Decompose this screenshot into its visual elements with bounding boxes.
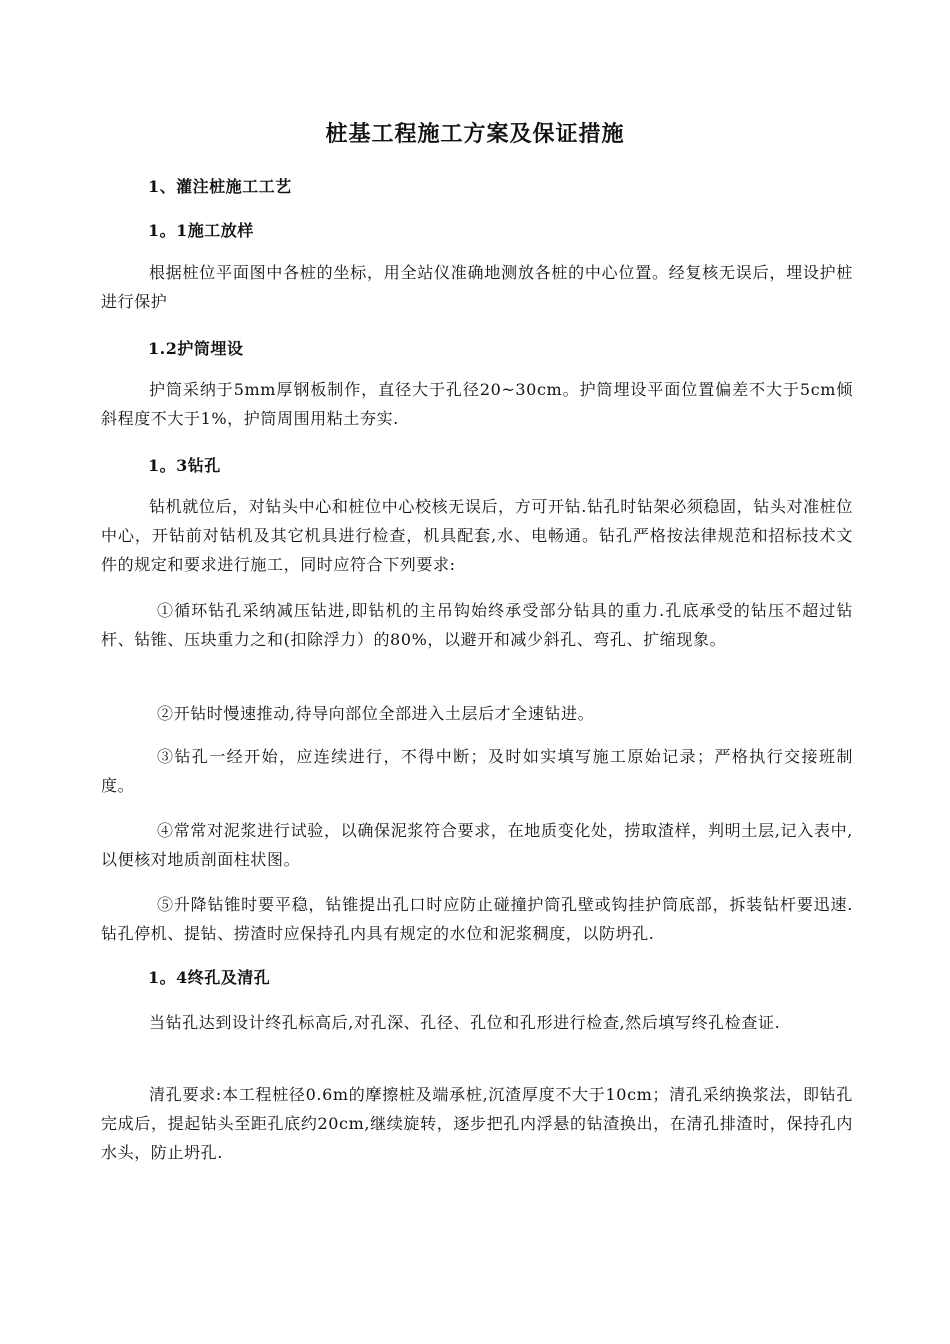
section-heading-1: 1、灌注桩施工工艺 <box>148 177 292 196</box>
paragraph-drilling-item-5: ⑤升降钻锥时要平稳，钻锥提出孔口时应防止碰撞护筒孔壁或钩挂护筒底部，拆装钻杆要迅速.钻孔停机、提钻、捞渣时应保持孔内具有规定的水位和泥浆稠度，以防坍孔. <box>101 895 853 943</box>
paragraph-drilling-item-4: ④常常对泥浆进行试验，以确保泥浆符合要求，在地质变化处，捞取渣样，判明土层,记入表中,以便核对地质剖面柱状图。 <box>101 821 853 869</box>
paragraph-drilling-item-2: ②开钻时慢速推动,待导向部位全部进入土层后才全速钻进。 <box>157 704 595 723</box>
paragraph-final-hole: 当钻孔达到设计终孔标高后,对孔深、孔径、孔位和孔形进行检查,然后填写终孔检查证. <box>149 1013 781 1032</box>
paragraph-layout: 根据桩位平面图中各桩的坐标，用全站仪准确地测放各桩的中心位置。经复核无误后，埋设护桩进行保护 <box>101 263 853 311</box>
paragraph-drilling-item-3: ③钻孔一经开始，应连续进行，不得中断；及时如实填写施工原始记录；严格执行交接班制度。 <box>101 747 853 795</box>
paragraph-drilling-item-1: ①循环钻孔采纳减压钻进,即钻机的主吊钩始终承受部分钻具的重力.孔底承受的钻压不超过钻杆、钻锥、压块重力之和(扣除浮力）的80%，以避开和减少斜孔、弯孔、扩缩现象。 <box>101 601 853 649</box>
section-heading-1-4: 1。4终孔及清孔 <box>148 968 271 987</box>
paragraph-casing: 护筒采纳于5mm厚钢板制作，直径大于孔径20~30cm。护筒埋设平面位置偏差不大于5cm倾斜程度不大于1%，护筒周围用粘土夯实. <box>101 380 853 428</box>
document-title: 桩基工程施工方案及保证措施 <box>325 121 625 147</box>
section-heading-1-1: 1。1施工放样 <box>148 221 254 240</box>
section-heading-1-3: 1。3钻孔 <box>148 456 221 475</box>
section-heading-1-2: 1.2护筒埋设 <box>148 339 244 358</box>
paragraph-drilling: 钻机就位后，对钻头中心和桩位中心校核无误后，方可开钻.钻孔时钻架必须稳固，钻头对准桩位中心，开钻前对钻机及其它机具进行检查，机具配套,水、电畅通。钻孔严格按法律规范和招标技术文件的规定和要求进行施工，同时应符合下列要求: <box>101 497 853 574</box>
paragraph-hole-cleaning: 清孔要求:本工程桩径0.6m的摩擦桩及端承桩,沉渣厚度不大于10cm；清孔采纳换浆法，即钻孔完成后，提起钻头至距孔底约20cm,继续旋转，逐步把孔内浮悬的钻渣换出，在清孔排渣时，保持孔内水头，防止坍孔. <box>101 1085 853 1162</box>
